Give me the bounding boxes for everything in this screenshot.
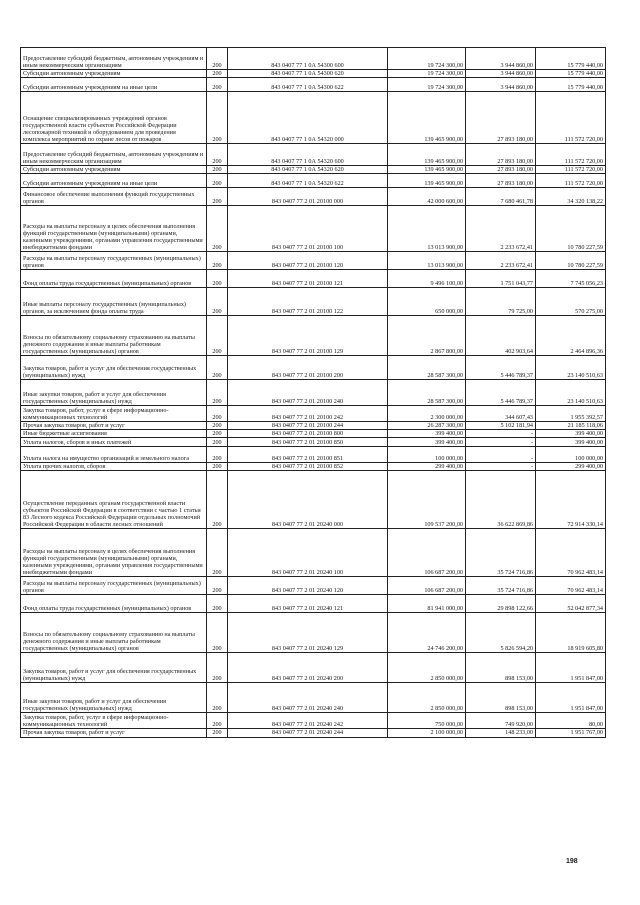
unexecuted-amount: 15 779 440,00 — [536, 70, 606, 78]
line-code: 200 — [207, 206, 228, 252]
budget-classification-code: 843 0407 77 2 01 20100 851 — [228, 447, 388, 463]
unexecuted-amount: 299 400,00 — [536, 463, 606, 471]
table-row — [21, 422, 606, 430]
line-code: 200 — [207, 288, 228, 316]
line-item-name: Закупка товаров, работ, услуг в сфере информационно-коммуникационных технологий — [21, 713, 207, 729]
unexecuted-amount: 1 951 847,00 — [536, 653, 606, 683]
executed-amount: 5 446 789,37 — [466, 380, 536, 406]
budget-classification-code: 843 0407 77 2 01 20240 121 — [228, 595, 388, 613]
executed-amount: - — [466, 438, 536, 447]
executed-amount: 402 903,64 — [466, 316, 536, 356]
line-item-name: Уплата налогов, сборов и иных платежей — [21, 438, 207, 447]
unexecuted-amount: 15 779 440,00 — [536, 48, 606, 70]
budget-classification-code: 843 0407 77 2 01 20240 129 — [228, 613, 388, 653]
approved-amount: 650 000,00 — [388, 288, 466, 316]
line-item-name: Уплата налога на имущество организаций и земельного налога — [21, 447, 207, 463]
executed-amount: 1 751 043,77 — [466, 270, 536, 288]
line-code: 200 — [207, 174, 228, 188]
approved-amount: 399 400,00 — [388, 438, 466, 447]
unexecuted-amount: 111 572 720,00 — [536, 166, 606, 174]
line-code: 200 — [207, 48, 228, 70]
approved-amount: 28 587 300,00 — [388, 380, 466, 406]
line-code: 200 — [207, 144, 228, 166]
approved-amount: 2 850 000,00 — [388, 683, 466, 713]
budget-classification-code: 843 0407 77 2 01 20100 800 — [228, 430, 388, 438]
line-item-name: Расходы на выплаты персоналу государственных (муниципальных) органов — [21, 252, 207, 270]
budget-classification-code: 843 0407 77 2 01 20100 121 — [228, 270, 388, 288]
line-code: 200 — [207, 713, 228, 729]
approved-amount: 139 465 900,00 — [388, 174, 466, 188]
table-row — [21, 577, 606, 595]
executed-amount: 898 153,00 — [466, 653, 536, 683]
unexecuted-amount: 21 185 118,06 — [536, 422, 606, 430]
budget-classification-code: 843 0407 77 2 01 20100 852 — [228, 463, 388, 471]
approved-amount: 139 465 900,00 — [388, 92, 466, 144]
line-item-name: Иные выплаты персоналу государственных (муниципальных) органов, за исключением фонда оплаты труда — [21, 288, 207, 316]
budget-table — [20, 47, 606, 738]
executed-amount: 35 724 716,86 — [466, 577, 536, 595]
table-row — [21, 206, 606, 252]
approved-amount: 19 724 300,00 — [388, 78, 466, 92]
executed-amount: - — [466, 447, 536, 463]
line-item-name: Закупка товаров, работ и услуг для обеспечения государственных (муниципальных) нужд — [21, 356, 207, 380]
line-code: 200 — [207, 471, 228, 529]
approved-amount: 2 100 000,00 — [388, 729, 466, 737]
table-row — [21, 463, 606, 471]
table-row — [21, 188, 606, 206]
executed-amount: 2 233 672,41 — [466, 252, 536, 270]
line-code: 200 — [207, 422, 228, 430]
unexecuted-amount: 52 042 877,34 — [536, 595, 606, 613]
line-code: 200 — [207, 92, 228, 144]
unexecuted-amount: 23 140 510,63 — [536, 356, 606, 380]
budget-classification-code: 843 0407 77 2 01 20100 129 — [228, 316, 388, 356]
budget-classification-code: 843 0407 77 1 0А 54320 000 — [228, 92, 388, 144]
unexecuted-amount: 10 780 227,59 — [536, 252, 606, 270]
line-item-name: Прочая закупка товаров, работ и услуг — [21, 729, 207, 737]
budget-classification-code: 843 0407 77 2 01 20100 850 — [228, 438, 388, 447]
executed-amount: 5 102 181,94 — [466, 422, 536, 430]
executed-amount: - — [466, 430, 536, 438]
executed-amount: 898 153,00 — [466, 683, 536, 713]
unexecuted-amount: 1 951 767,00 — [536, 729, 606, 737]
budget-classification-code: 843 0407 77 2 01 20100 122 — [228, 288, 388, 316]
unexecuted-amount: 111 572 720,00 — [536, 174, 606, 188]
executed-amount: 2 233 672,41 — [466, 206, 536, 252]
table-row — [21, 595, 606, 613]
line-item-name: Субсидии автономным учреждениям — [21, 70, 207, 78]
line-item-name: Субсидии автономным учреждениям на иные цели — [21, 174, 207, 188]
table-row — [21, 270, 606, 288]
executed-amount: 27 893 180,00 — [466, 166, 536, 174]
executed-amount: 3 944 860,00 — [466, 78, 536, 92]
line-item-name: Фонд оплаты труда государственных (муниципальных) органов — [21, 270, 207, 288]
page-number: 198 — [566, 858, 578, 865]
line-item-name: Осуществление переданных органам государственной власти субъектов Российской Федерации в соответствии с частью 1 статьи 83 Лесного кодекса Российской Федерации отдельных полномочий Российской Федерации в области лесных отношений — [21, 471, 207, 529]
table-row — [21, 380, 606, 406]
approved-amount: 2 300 000,00 — [388, 406, 466, 422]
approved-amount: 139 465 900,00 — [388, 166, 466, 174]
line-code: 200 — [207, 463, 228, 471]
line-code: 200 — [207, 380, 228, 406]
budget-classification-code: 843 0407 77 2 01 20240 200 — [228, 653, 388, 683]
table-row — [21, 529, 606, 577]
executed-amount: 344 607,43 — [466, 406, 536, 422]
table-row — [21, 713, 606, 729]
approved-amount: 13 013 900,00 — [388, 206, 466, 252]
executed-amount: 27 893 180,00 — [466, 174, 536, 188]
table-row — [21, 729, 606, 737]
table-row — [21, 653, 606, 683]
unexecuted-amount: 111 572 720,00 — [536, 92, 606, 144]
unexecuted-amount: 72 914 330,14 — [536, 471, 606, 529]
table-row — [21, 174, 606, 188]
budget-classification-code: 843 0407 77 1 0А 54320 622 — [228, 174, 388, 188]
line-code: 200 — [207, 529, 228, 577]
unexecuted-amount: 111 572 720,00 — [536, 144, 606, 166]
line-item-name: Расходы на выплаты персоналу в целях обеспечения выполнения функций государственными (муниципальными) органами, казенными учреждениями, органами управления государственными внебюджетными фондами — [21, 529, 207, 577]
table-row — [21, 166, 606, 174]
line-code: 200 — [207, 729, 228, 737]
executed-amount: - — [466, 463, 536, 471]
line-code: 200 — [207, 406, 228, 422]
approved-amount: 2 850 000,00 — [388, 653, 466, 683]
approved-amount: 2 867 800,00 — [388, 316, 466, 356]
budget-classification-code: 843 0407 77 2 01 20100 244 — [228, 422, 388, 430]
line-item-name: Взносы по обязательному социальному страхованию на выплаты денежного содержания и иные выплаты работникам государственных (муниципальных) органов — [21, 316, 207, 356]
approved-amount: 750 000,00 — [388, 713, 466, 729]
approved-amount: 139 465 900,00 — [388, 144, 466, 166]
unexecuted-amount: 2 464 896,36 — [536, 316, 606, 356]
table-row — [21, 48, 606, 70]
line-item-name: Расходы на выплаты персоналу в целях обеспечения выполнения функций государственными (муниципальными) органами, казенными учреждениями, органами управления государственными внебюджетными фондами — [21, 206, 207, 252]
approved-amount: 399 400,00 — [388, 430, 466, 438]
approved-amount: 299 400,00 — [388, 463, 466, 471]
line-item-name: Иные закупки товаров, работ и услуг для обеспечения государственных (муниципальных) нужд — [21, 683, 207, 713]
executed-amount: 79 725,00 — [466, 288, 536, 316]
approved-amount: 106 687 200,00 — [388, 577, 466, 595]
line-code: 200 — [207, 78, 228, 92]
line-code: 200 — [207, 653, 228, 683]
line-item-name: Оснащение специализированных учреждений органов государственной власти субъектов Российской Федерации лесопожарной техникой и оборудованием для проведения комплекса мероприятий по охране лесов от пожаров — [21, 92, 207, 144]
budget-classification-code: 843 0407 77 2 01 20100 100 — [228, 206, 388, 252]
table-row — [21, 92, 606, 144]
executed-amount: 35 724 716,86 — [466, 529, 536, 577]
unexecuted-amount: 70 962 483,14 — [536, 529, 606, 577]
budget-classification-code: 843 0407 77 2 01 20100 000 — [228, 188, 388, 206]
table-row — [21, 288, 606, 316]
table-row — [21, 447, 606, 463]
line-item-name: Фонд оплаты труда государственных (муниципальных) органов — [21, 595, 207, 613]
budget-classification-code: 843 0407 77 1 0А 54320 600 — [228, 144, 388, 166]
approved-amount: 100 000,00 — [388, 447, 466, 463]
approved-amount: 81 941 000,00 — [388, 595, 466, 613]
table-row — [21, 144, 606, 166]
line-item-name: Закупка товаров, работ, услуг в сфере информационно-коммуникационных технологий — [21, 406, 207, 422]
table-row — [21, 252, 606, 270]
line-item-name: Субсидии автономным учреждениям — [21, 166, 207, 174]
line-item-name: Иные закупки товаров, работ и услуг для обеспечения государственных (муниципальных) нужд — [21, 380, 207, 406]
line-code: 200 — [207, 595, 228, 613]
line-code: 200 — [207, 430, 228, 438]
budget-classification-code: 843 0407 77 2 01 20240 242 — [228, 713, 388, 729]
approved-amount: 106 687 200,00 — [388, 529, 466, 577]
executed-amount: 27 893 180,00 — [466, 144, 536, 166]
table-row — [21, 471, 606, 529]
table-row — [21, 613, 606, 653]
executed-amount: 7 680 461,78 — [466, 188, 536, 206]
table-row — [21, 78, 606, 92]
line-item-name: Финансовое обеспечение выполнения функций государственных органов — [21, 188, 207, 206]
line-code: 200 — [207, 316, 228, 356]
table-row — [21, 430, 606, 438]
line-item-name: Иные бюджетные ассигнования — [21, 430, 207, 438]
budget-classification-code: 843 0407 77 1 0А 54320 620 — [228, 166, 388, 174]
line-code: 200 — [207, 356, 228, 380]
unexecuted-amount: 15 779 440,00 — [536, 78, 606, 92]
unexecuted-amount: 399 400,00 — [536, 430, 606, 438]
unexecuted-amount: 10 780 227,59 — [536, 206, 606, 252]
approved-amount: 13 013 900,00 — [388, 252, 466, 270]
line-code: 200 — [207, 438, 228, 447]
line-item-name: Предоставление субсидий бюджетным, автономным учреждениям и иным некоммерческим организациям — [21, 48, 207, 70]
executed-amount: 148 233,00 — [466, 729, 536, 737]
budget-classification-code: 843 0407 77 2 01 20240 100 — [228, 529, 388, 577]
table-row — [21, 356, 606, 380]
line-code: 200 — [207, 613, 228, 653]
unexecuted-amount: 80,00 — [536, 713, 606, 729]
line-code: 200 — [207, 577, 228, 595]
unexecuted-amount: 570 275,00 — [536, 288, 606, 316]
line-item-name: Взносы по обязательному социальному страхованию на выплаты денежного содержания и иные выплаты работникам государственных (муниципальных) органов — [21, 613, 207, 653]
unexecuted-amount: 1 951 847,00 — [536, 683, 606, 713]
line-code: 200 — [207, 270, 228, 288]
line-item-name: Закупка товаров, работ и услуг для обеспечения государственных (муниципальных) нужд — [21, 653, 207, 683]
approved-amount: 19 724 300,00 — [388, 48, 466, 70]
unexecuted-amount: 399 400,00 — [536, 438, 606, 447]
budget-classification-code: 843 0407 77 1 0А 54300 620 — [228, 70, 388, 78]
line-item-name: Предоставление субсидий бюджетным, автономным учреждениям и иным некоммерческим организациям — [21, 144, 207, 166]
line-code: 200 — [207, 166, 228, 174]
executed-amount: 3 944 860,00 — [466, 70, 536, 78]
executed-amount: 3 944 860,00 — [466, 48, 536, 70]
approved-amount: 28 587 300,00 — [388, 356, 466, 380]
unexecuted-amount: 18 919 605,80 — [536, 613, 606, 653]
budget-classification-code: 843 0407 77 1 0А 54300 600 — [228, 48, 388, 70]
line-item-name: Уплата прочих налогов, сборов — [21, 463, 207, 471]
budget-classification-code: 843 0407 77 2 01 20100 242 — [228, 406, 388, 422]
executed-amount: 36 622 869,86 — [466, 471, 536, 529]
line-code: 200 — [207, 252, 228, 270]
budget-classification-code: 843 0407 77 2 01 20240 240 — [228, 683, 388, 713]
line-item-name: Прочая закупка товаров, работ и услуг — [21, 422, 207, 430]
executed-amount: 27 893 180,00 — [466, 92, 536, 144]
approved-amount: 9 496 100,00 — [388, 270, 466, 288]
executed-amount: 5 826 594,20 — [466, 613, 536, 653]
approved-amount: 109 537 200,00 — [388, 471, 466, 529]
approved-amount: 42 000 600,00 — [388, 188, 466, 206]
approved-amount: 24 746 200,00 — [388, 613, 466, 653]
executed-amount: 5 446 789,37 — [466, 356, 536, 380]
table-row — [21, 438, 606, 447]
unexecuted-amount: 70 962 483,14 — [536, 577, 606, 595]
table-row — [21, 70, 606, 78]
budget-classification-code: 843 0407 77 1 0А 54300 622 — [228, 78, 388, 92]
line-item-name: Субсидии автономным учреждениям на иные цели — [21, 78, 207, 92]
line-code: 200 — [207, 188, 228, 206]
budget-classification-code: 843 0407 77 2 01 20100 200 — [228, 356, 388, 380]
unexecuted-amount: 23 140 510,63 — [536, 380, 606, 406]
table-body — [21, 48, 606, 738]
budget-classification-code: 843 0407 77 2 01 20100 120 — [228, 252, 388, 270]
approved-amount: 26 287 300,00 — [388, 422, 466, 430]
unexecuted-amount: 7 745 056,23 — [536, 270, 606, 288]
unexecuted-amount: 1 955 392,57 — [536, 406, 606, 422]
line-code: 200 — [207, 70, 228, 78]
approved-amount: 19 724 300,00 — [388, 70, 466, 78]
budget-classification-code: 843 0407 77 2 01 20240 244 — [228, 729, 388, 737]
unexecuted-amount: 34 320 138,22 — [536, 188, 606, 206]
budget-classification-code: 843 0407 77 2 01 20100 240 — [228, 380, 388, 406]
budget-classification-code: 843 0407 77 2 01 20240 000 — [228, 471, 388, 529]
budget-classification-code: 843 0407 77 2 01 20240 120 — [228, 577, 388, 595]
line-item-name: Расходы на выплаты персоналу государственных (муниципальных) органов — [21, 577, 207, 595]
table-row — [21, 406, 606, 422]
line-code: 200 — [207, 447, 228, 463]
unexecuted-amount: 100 000,00 — [536, 447, 606, 463]
table-row — [21, 316, 606, 356]
table-row — [21, 683, 606, 713]
executed-amount: 29 898 122,66 — [466, 595, 536, 613]
executed-amount: 749 920,00 — [466, 713, 536, 729]
line-code: 200 — [207, 683, 228, 713]
